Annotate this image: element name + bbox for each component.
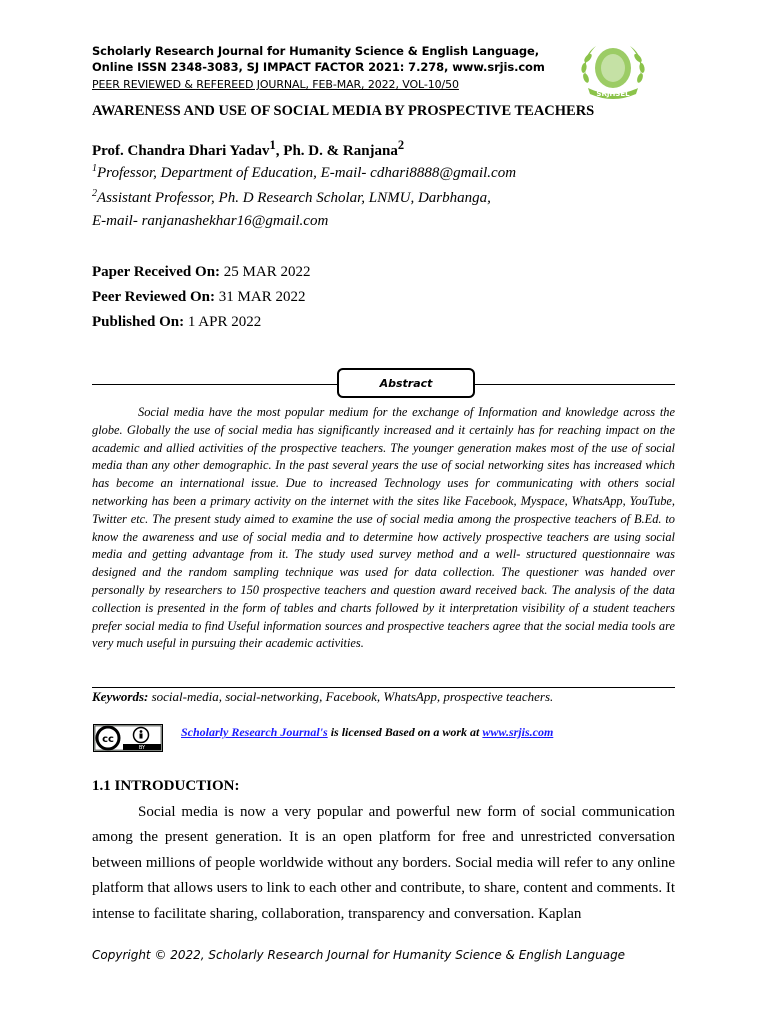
author-1: Prof. Chandra Dhari Yadav xyxy=(92,143,270,159)
affiliation-1-sup: 1 xyxy=(92,163,97,174)
journal-link[interactable]: Scholarly Research Journal's xyxy=(181,725,328,739)
issn-line: Online ISSN 2348-3083, SJ IMPACT FACTOR 2021: 7.278, www.srjis.com xyxy=(92,60,545,74)
affiliation-2 xyxy=(92,188,491,207)
reviewed-value: 31 MAR 2022 xyxy=(218,289,306,305)
license-middle-text: is licensed Based on a work at xyxy=(327,725,483,739)
copyright-footer: Copyright © 2022, Scholarly Research Journal for Humanity Science & English Language xyxy=(92,948,626,962)
keywords-rule xyxy=(92,687,675,688)
srjis-link[interactable]: www.srjis.com xyxy=(482,725,554,739)
author-1-sup: 1 xyxy=(269,138,276,152)
affiliation-2-sup: 2 xyxy=(92,188,97,199)
journal-logo xyxy=(566,34,660,100)
affiliation-2-email: E-mail- ranjanashekhar16@gmail.com xyxy=(92,213,329,229)
affiliation-1 xyxy=(92,163,516,182)
introduction-body xyxy=(92,800,675,927)
abstract-body xyxy=(92,404,675,653)
published-value: 1 APR 2022 xyxy=(187,314,262,330)
cc-label: cc xyxy=(102,734,114,745)
received-value: 25 MAR 2022 xyxy=(223,264,311,280)
paper-title: AWARENESS AND USE OF SOCIAL MEDIA BY PROSPECTIVE TEACHERS xyxy=(92,103,595,119)
author-2: , Ph. D. & Ranjana xyxy=(275,143,398,159)
journal-name: Scholarly Research Journal for Humanity Science & English Language, xyxy=(92,44,539,58)
received-date xyxy=(92,264,310,281)
affiliation-1-text: Professor, Department of Education, E-mail- cdhari8888@gmail.com xyxy=(97,165,517,181)
keywords-label: Keywords: xyxy=(92,689,149,704)
reviewed-label: Peer Reviewed On: xyxy=(92,289,216,305)
introduction-heading: 1.1 INTRODUCTION: xyxy=(92,778,240,794)
license-line xyxy=(181,725,553,740)
by-label: BY xyxy=(138,745,146,752)
abstract-heading: Abstract xyxy=(337,368,475,398)
peer-review-line: PEER REVIEWED & REFEREED JOURNAL, FEB-MAR, 2022, VOL-10/50 xyxy=(92,78,459,91)
author-2-sup: 2 xyxy=(397,138,405,152)
keywords xyxy=(92,689,553,705)
cc-by-license-icon xyxy=(93,724,163,752)
abstract-rule-right xyxy=(475,384,675,385)
affiliation-2-text: Assistant Professor, Ph. D Research Scholar, LNMU, Darbhanga, xyxy=(97,190,491,206)
published-label: Published On: xyxy=(92,314,185,330)
abstract-text: Social media have the most popular medium for the exchange of Information and knowledge across the globe. Globally the use of social media has significantly increased and it certainly has for reaching impact on the academic and allied activities of the prospective teachers. The younger generation makes most of the use of social media than any other demographic. In the past several years the use of social networking sites has increased which has become an international issue. Due to increased Technology uses for communicating with others social networking has been a primary activity on the internet with the sites like Facebook, Myspace, WhatsApp, YouTube, Twitter etc. The present study aimed to examine the use of social media among the prospective teachers of B.Ed. to know the awareness and use of social media and to determine how actively prospective teachers are using social media and getting advantage from it. The study used survey method and a well- structured questionnaire was designed and the random sampling technique was used for data collection. The questioner was handed over personally by researchers to 150 prospective teachers and question award received back. The analysis of the data collection is presented in the form of tables and charts followed by it interpretation visibility of a student teachers prefer social media to find Useful information sources and prospective teachers agree that the social media tools are very much useful in pursuing their academic activities. xyxy=(92,405,675,651)
logo-text: SRJHSEL xyxy=(596,90,630,98)
reviewed-date xyxy=(92,289,305,306)
published-date xyxy=(92,314,261,331)
authors xyxy=(92,138,404,160)
abstract-rule-left xyxy=(92,384,337,385)
introduction-text: Social media is now a very popular and powerful new form of social communication among the present generation. It is an open platform for free and unrestricted conversation between millions of people worldwide without any borders. Social media will refer to any online platform that allows users to link to each other and contribute, to share, content and comments. It intense to facilitate sharing, collaboration, transparency and conversation. Kaplan xyxy=(92,804,675,922)
keywords-text: social-media, social-networking, Facebook, WhatsApp, prospective teachers. xyxy=(148,689,554,704)
received-label: Paper Received On: xyxy=(92,264,221,280)
